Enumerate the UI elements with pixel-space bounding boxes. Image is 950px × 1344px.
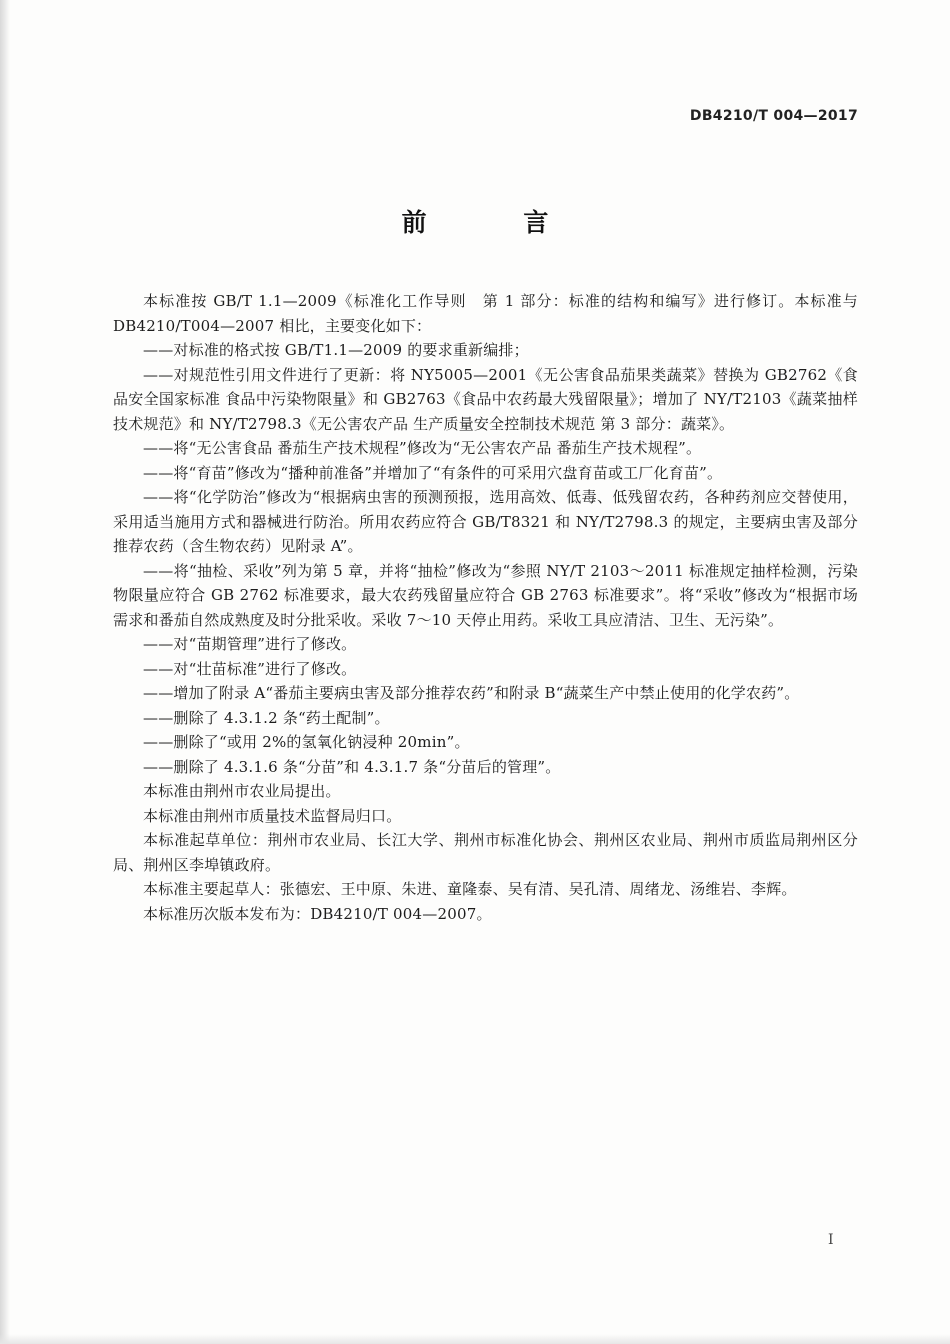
- paragraph-change-format: ——对标准的格式按 GB/T1.1—2009 的要求重新编排；: [143, 341, 529, 359]
- paragraph-delete-transplant: ——删除了 4.3.1.6 条“分苗”和 4.3.1.7 条“分苗后的管理”。: [143, 757, 561, 776]
- scan-edge-shadow: [0, 0, 10, 1344]
- scan-bottom-edge: [0, 1334, 950, 1344]
- paragraph-proposer: 本标准由荆州市农业局提出。: [143, 782, 341, 800]
- paragraph-change-strong-seedling: ——对“壮苗标准”进行了修改。: [143, 659, 357, 678]
- paragraph-change-inspection-harvest: ——将“抽检、采收”列为第 5 章，并将“抽检”修改为“参照 NY/T 2103～2011 标准规定抽样检测，污染物限量应符合 GB 2762 标准要求，最大农药残留量应符合 GB 2763 标准要求”。将“采收”修改为“根据市场需求和番茄自然成熟度及时分批采收。采收 7～10 天停止用药。采收工具应清洁、卫生、无污染”。: [113, 561, 858, 629]
- page-number: I: [828, 1232, 834, 1248]
- paragraph-delete-soil-mix: ——删除了 4.3.1.2 条“药土配制”。: [143, 708, 390, 727]
- paragraph-version-history: 本标准历次版本发布为：DB4210/T 004—2007。: [143, 904, 492, 923]
- paragraph-change-seedling-management: ——对“苗期管理”进行了修改。: [143, 635, 357, 653]
- paragraph-drafting-units: 本标准起草单位：荆州市农业局、长江大学、荆州市标准化协会、荆州区农业局、荆州市质监局荆州区分局、荆州区李埠镇政府。: [113, 831, 858, 874]
- foreword-body: [113, 289, 858, 926]
- paragraph-change-seedling: ——将“育苗”修改为“播种前准备”并增加了“有条件的可采用穴盘育苗或工厂化育苗”。: [143, 463, 723, 482]
- paragraph-change-appendix: ——增加了附录 A“番茄主要病虫害及部分推荐农药”和附录 B“蔬菜生产中禁止使用的化学农药”。: [143, 684, 800, 702]
- paragraph-centralized-by: 本标准由荆州市质量技术监督局归口。: [143, 806, 402, 825]
- paragraph-intro: 本标准按 GB/T 1.1—2009《标准化工作导则 第 1 部分：标准的结构和编写》进行修订。本标准与 DB4210/T004—2007 相比，主要变化如下：: [113, 292, 858, 335]
- paragraph-change-title: ——将“无公害食品 番茄生产技术规程”修改为“无公害农产品 番茄生产技术规程”。: [143, 439, 702, 457]
- paragraph-change-references: ——对规范性引用文件进行了更新：将 NY5005—2001《无公害食品茄果类蔬菜》替换为 GB2762《食品安全国家标准 食品中污染物限量》和 GB2763《食品中农药最大残留限量》；增加了 NY/T2103《蔬菜抽样技术规范》和 NY/T2798.3《无公害农产品 生产质量安全控制技术规范 第 3 部分：蔬菜》。: [113, 365, 858, 433]
- paragraph-change-chemical-control: ——将“化学防治”修改为“根据病虫害的预测预报，选用高效、低毒、低残留农药，各种药剂应交替使用，采用适当施用方式和器械进行防治。所用农药应符合 GB/T8321 和 NY/T2798.3 的规定，主要病虫害及部分推荐农药（含生物农药）见附录 A”。: [113, 488, 858, 555]
- standard-code: DB4210/T 004—2017: [689, 108, 858, 124]
- paragraph-drafters: 本标准主要起草人：张德宏、王中原、朱进、童隆泰、吴有清、吴孔清、周绪龙、汤维岩、李辉。: [143, 880, 797, 898]
- paragraph-delete-soaking: ——删除了“或用 2%的氢氧化钠浸种 20min”。: [143, 733, 470, 751]
- page-title: 前 言: [401, 208, 593, 237]
